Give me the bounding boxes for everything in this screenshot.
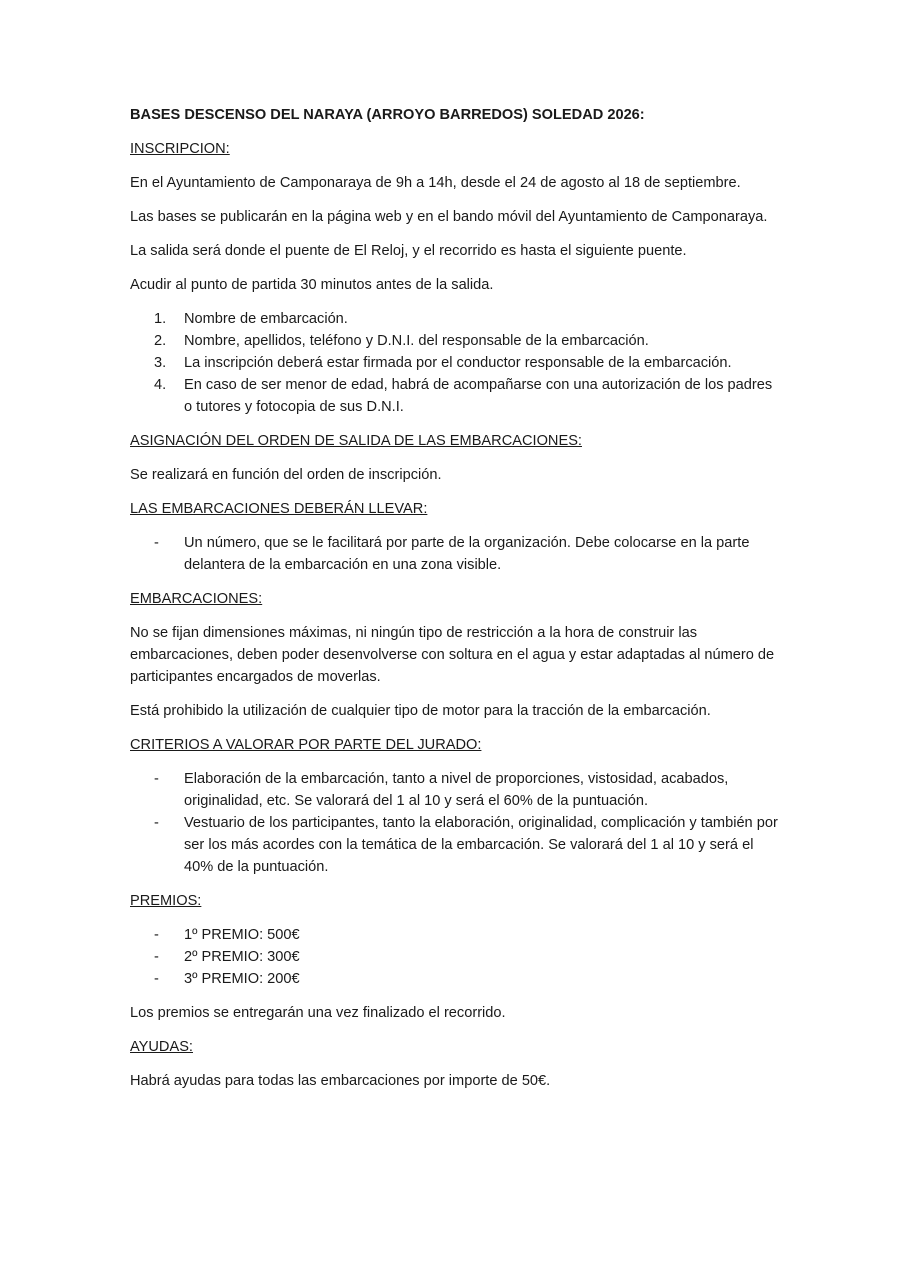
document-body bbox=[130, 104, 780, 1104]
list-item bbox=[130, 308, 780, 330]
list-marker: - bbox=[154, 771, 159, 787]
llevar-list bbox=[130, 532, 780, 576]
criterios-list bbox=[130, 768, 780, 878]
list-item bbox=[130, 812, 780, 878]
list-item-text: Nombre, apellidos, teléfono y D.N.I. del responsable de la embarcación. bbox=[184, 333, 649, 349]
list-item-text: La inscripción deberá estar firmada por el conductor responsable de la embarcación. bbox=[184, 355, 732, 371]
list-marker: 1. bbox=[154, 311, 167, 327]
list-marker: - bbox=[154, 949, 159, 965]
paragraph: Habrá ayudas para todas las embarcaciones por importe de 50€. bbox=[130, 1073, 551, 1089]
list-item bbox=[130, 768, 780, 812]
heading-llevar: LAS EMBARCACIONES DEBERÁN LLEVAR: bbox=[130, 501, 428, 517]
list-item bbox=[130, 924, 780, 946]
list-marker: - bbox=[154, 535, 159, 551]
list-item bbox=[130, 532, 780, 576]
list-marker: - bbox=[154, 815, 159, 831]
premios-list bbox=[130, 924, 780, 990]
paragraph: Se realizará en función del orden de inscripción. bbox=[130, 467, 442, 483]
list-item-text: En caso de ser menor de edad, habrá de acompañarse con una autorización de los padres o tutores y fotocopia de sus D.N.I. bbox=[184, 377, 773, 415]
paragraph: Está prohibido la utilización de cualquier tipo de motor para la tracción de la embarcación. bbox=[130, 703, 711, 719]
list-item bbox=[130, 330, 780, 352]
list-item bbox=[130, 352, 780, 374]
heading-premios: PREMIOS: bbox=[130, 893, 202, 909]
paragraph: La salida será donde el puente de El Reloj, y el recorrido es hasta el siguiente puente. bbox=[130, 243, 687, 259]
list-item-text: 1º PREMIO: 500€ bbox=[184, 927, 300, 943]
list-marker: - bbox=[154, 927, 159, 943]
list-marker: 3. bbox=[154, 355, 167, 371]
list-item-text: Un número, que se le facilitará por parte de la organización. Debe colocarse en la parte delantera de la embarcación en una zona visible. bbox=[184, 535, 750, 573]
paragraph: En el Ayuntamiento de Camponaraya de 9h a 14h, desde el 24 de agosto al 18 de septiembre. bbox=[130, 175, 741, 191]
paragraph: Los premios se entregarán una vez finalizado el recorrido. bbox=[130, 1005, 506, 1021]
list-item-text: Vestuario de los participantes, tanto la elaboración, originalidad, complicación y también por ser los más acordes con la temática de la embarcación. Se valorará del 1 al 10 y será el 40% de la puntuación. bbox=[184, 815, 778, 875]
list-marker: 4. bbox=[154, 377, 167, 393]
paragraph: Acudir al punto de partida 30 minutos antes de la salida. bbox=[130, 277, 494, 293]
document-title: BASES DESCENSO DEL NARAYA (ARROYO BARREDOS) SOLEDAD 2026: bbox=[130, 107, 645, 123]
list-item bbox=[130, 374, 780, 418]
list-item bbox=[130, 946, 780, 968]
list-marker: - bbox=[154, 971, 159, 987]
inscripcion-requirements-list bbox=[130, 308, 780, 418]
list-marker: 2. bbox=[154, 333, 167, 349]
heading-criterios: CRITERIOS A VALORAR POR PARTE DEL JURADO: bbox=[130, 737, 482, 753]
heading-asignacion: ASIGNACIÓN DEL ORDEN DE SALIDA DE LAS EMBARCACIONES: bbox=[130, 433, 582, 449]
paragraph: Las bases se publicarán en la página web y en el bando móvil del Ayuntamiento de Camponaraya. bbox=[130, 209, 768, 225]
list-item-text: Nombre de embarcación. bbox=[184, 311, 348, 327]
heading-inscripcion: INSCRIPCION: bbox=[130, 141, 230, 157]
list-item bbox=[130, 968, 780, 990]
list-item-text: 3º PREMIO: 200€ bbox=[184, 971, 300, 987]
paragraph: No se fijan dimensiones máximas, ni ningún tipo de restricción a la hora de construir las embarcaciones, deben poder desenvolverse con soltura en el agua y estar adaptadas al número de participantes encargados de moverlas. bbox=[130, 625, 775, 685]
heading-embarcaciones: EMBARCACIONES: bbox=[130, 591, 263, 607]
list-item-text: Elaboración de la embarcación, tanto a nivel de proporciones, vistosidad, acabados, originalidad, etc. Se valorará del 1 al 10 y será el 60% de la puntuación. bbox=[184, 771, 729, 809]
heading-ayudas: AYUDAS: bbox=[130, 1039, 193, 1055]
list-item-text: 2º PREMIO: 300€ bbox=[184, 949, 300, 965]
